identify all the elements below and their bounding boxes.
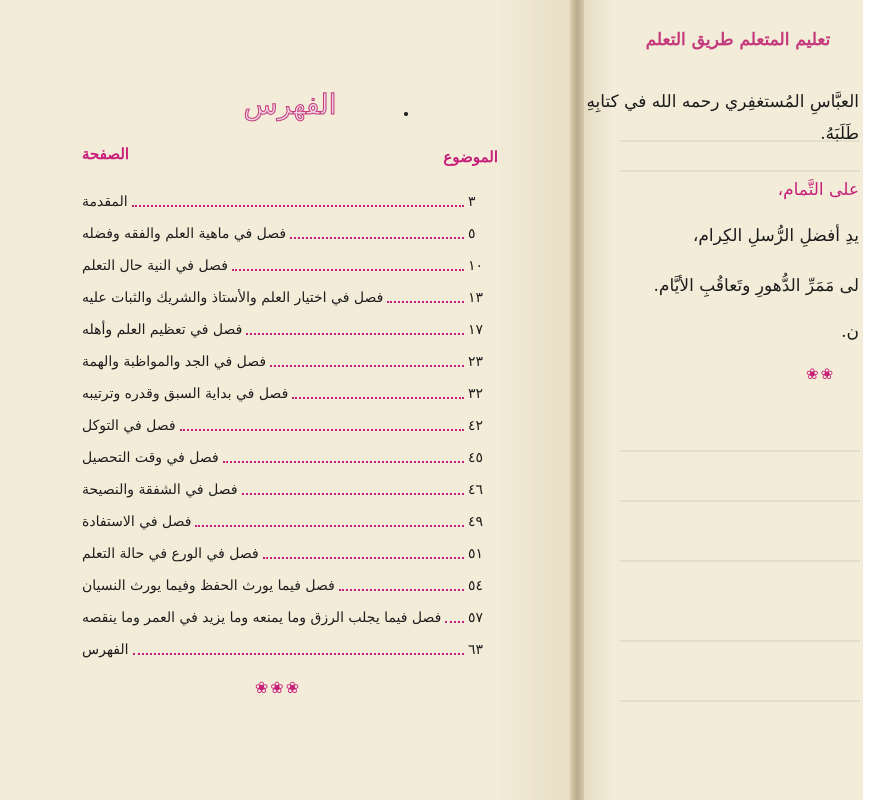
dot-leader: [132, 204, 464, 207]
toc-entry-topic: فصل في النية حال التعلم: [82, 258, 228, 274]
toc-entry: [78, 468, 498, 500]
toc-entry-page: ١٧: [468, 322, 484, 338]
show-through-line: [620, 640, 860, 642]
toc-entry: [78, 308, 498, 340]
toc-entry: [78, 276, 498, 308]
dot-leader: [195, 524, 464, 527]
show-through-line: [620, 500, 860, 502]
toc-entry-topic: الفهرس: [82, 642, 129, 658]
toc-entry: [78, 500, 498, 532]
dot-leader: [242, 492, 464, 495]
decorative-ornament-icon: ❀❀❀: [254, 678, 302, 697]
running-header: تعليم المتعلم طريق التعلم: [645, 30, 831, 50]
show-through-line: [620, 450, 860, 452]
body-line-highlight: على التَّمام،: [777, 180, 859, 200]
toc-entry-topic: فصل في ماهية العلم والفقه وفضله: [82, 226, 287, 242]
dot-leader: [387, 300, 464, 303]
toc-entry-topic: فصل فيما يجلب الرزق وما يمنعه وما يزيد في العمر وما ينقصه: [82, 610, 442, 626]
show-through-line: [620, 170, 860, 172]
decorative-ornament-icon: ❀❀: [806, 365, 836, 383]
show-through-line: [620, 700, 860, 702]
dot-leader: [223, 460, 464, 463]
toc-entry: [78, 404, 498, 436]
toc-entry: [78, 628, 498, 660]
toc-entry-page: ٦٣: [468, 642, 484, 658]
toc-entry-topic: فصل في بداية السبق وقدره وترتيبه: [82, 386, 289, 402]
body-line: طَلَبَهُ.: [820, 124, 859, 144]
toc-entry-page: ١٠: [468, 258, 484, 274]
toc-entry: [78, 436, 498, 468]
dot-leader: [339, 588, 464, 591]
toc-entry-topic: فصل في الورع في حالة التعلم: [82, 546, 259, 562]
toc-entry-topic: فصل في الاستفادة: [82, 514, 192, 530]
topic-column-header: الموضوع: [443, 148, 498, 166]
toc-entry: [78, 340, 498, 372]
toc-entry-page: ٤٢: [468, 418, 484, 434]
dot-leader: [133, 652, 464, 655]
dot-leader: [180, 428, 464, 431]
page-edge: [863, 0, 871, 800]
toc-entry-page: ٥١: [468, 546, 484, 562]
dot-leader: [292, 396, 464, 399]
body-line: يدِ أفضلِ الرُّسلِ الكِرام،: [692, 226, 859, 246]
body-line: ن.: [841, 322, 859, 342]
toc-entry: [78, 532, 498, 564]
toc-entry: [78, 180, 498, 212]
dot-leader: [290, 236, 464, 239]
show-through-line: [620, 560, 860, 562]
toc-entry-topic: فصل في تعظيم العلم وأهله: [82, 322, 243, 338]
toc-entry-page: ٤٥: [468, 450, 484, 466]
toc-entry-topic: فصل في اختيار العلم والأستاذ والشريك والثبات عليه: [82, 290, 384, 306]
dot-leader: [270, 364, 464, 367]
toc-entry-page: ٣: [468, 194, 476, 210]
dot-leader: [445, 620, 464, 623]
toc-entry: [78, 596, 498, 628]
toc-list: [78, 180, 498, 660]
body-line: العبَّاسِ المُستغفِري رحمه الله في كتابِهِ: [586, 92, 859, 112]
page-column-header: الصفحة: [82, 145, 130, 163]
index-title: الفهرس: [243, 88, 337, 121]
toc-entry-topic: فصل فيما يورث الحفظ وفيما يورث النسيان: [82, 578, 335, 594]
toc-entry: [78, 244, 498, 276]
toc-entry-page: ٢٣: [468, 354, 484, 370]
toc-entry: [78, 564, 498, 596]
toc-entry-topic: فصل في وقت التحصيل: [82, 450, 219, 466]
toc-entry: [78, 212, 498, 244]
toc-entry-page: ٤٦: [468, 482, 484, 498]
toc-entry-page: ٥٤: [468, 578, 484, 594]
toc-entry-page: ٣٢: [468, 386, 484, 402]
body-line: لى مَمَرِّ الدُّهورِ وتَعاقُبِ الأيَّام.: [653, 276, 859, 296]
toc-entry-topic: فصل في الجد والمواظبة والهمة: [82, 354, 267, 370]
book-gutter: [570, 0, 584, 800]
toc-entry-topic: فصل في الشفقة والنصيحة: [82, 482, 238, 498]
toc-entry-page: ٤٩: [468, 514, 484, 530]
dot-leader: [246, 332, 464, 335]
toc-entry-page: ١٣: [468, 290, 484, 306]
dot-leader: [232, 268, 464, 271]
toc-entry-topic: المقدمة: [82, 194, 128, 210]
toc-entry-topic: فصل في التوكل: [82, 418, 176, 434]
right-page: [584, 0, 871, 800]
toc-entry: [78, 372, 498, 404]
ink-dot: [404, 112, 408, 116]
dot-leader: [263, 556, 464, 559]
toc-entry-page: ٥: [468, 226, 476, 242]
toc-entry-page: ٥٧: [468, 610, 484, 626]
